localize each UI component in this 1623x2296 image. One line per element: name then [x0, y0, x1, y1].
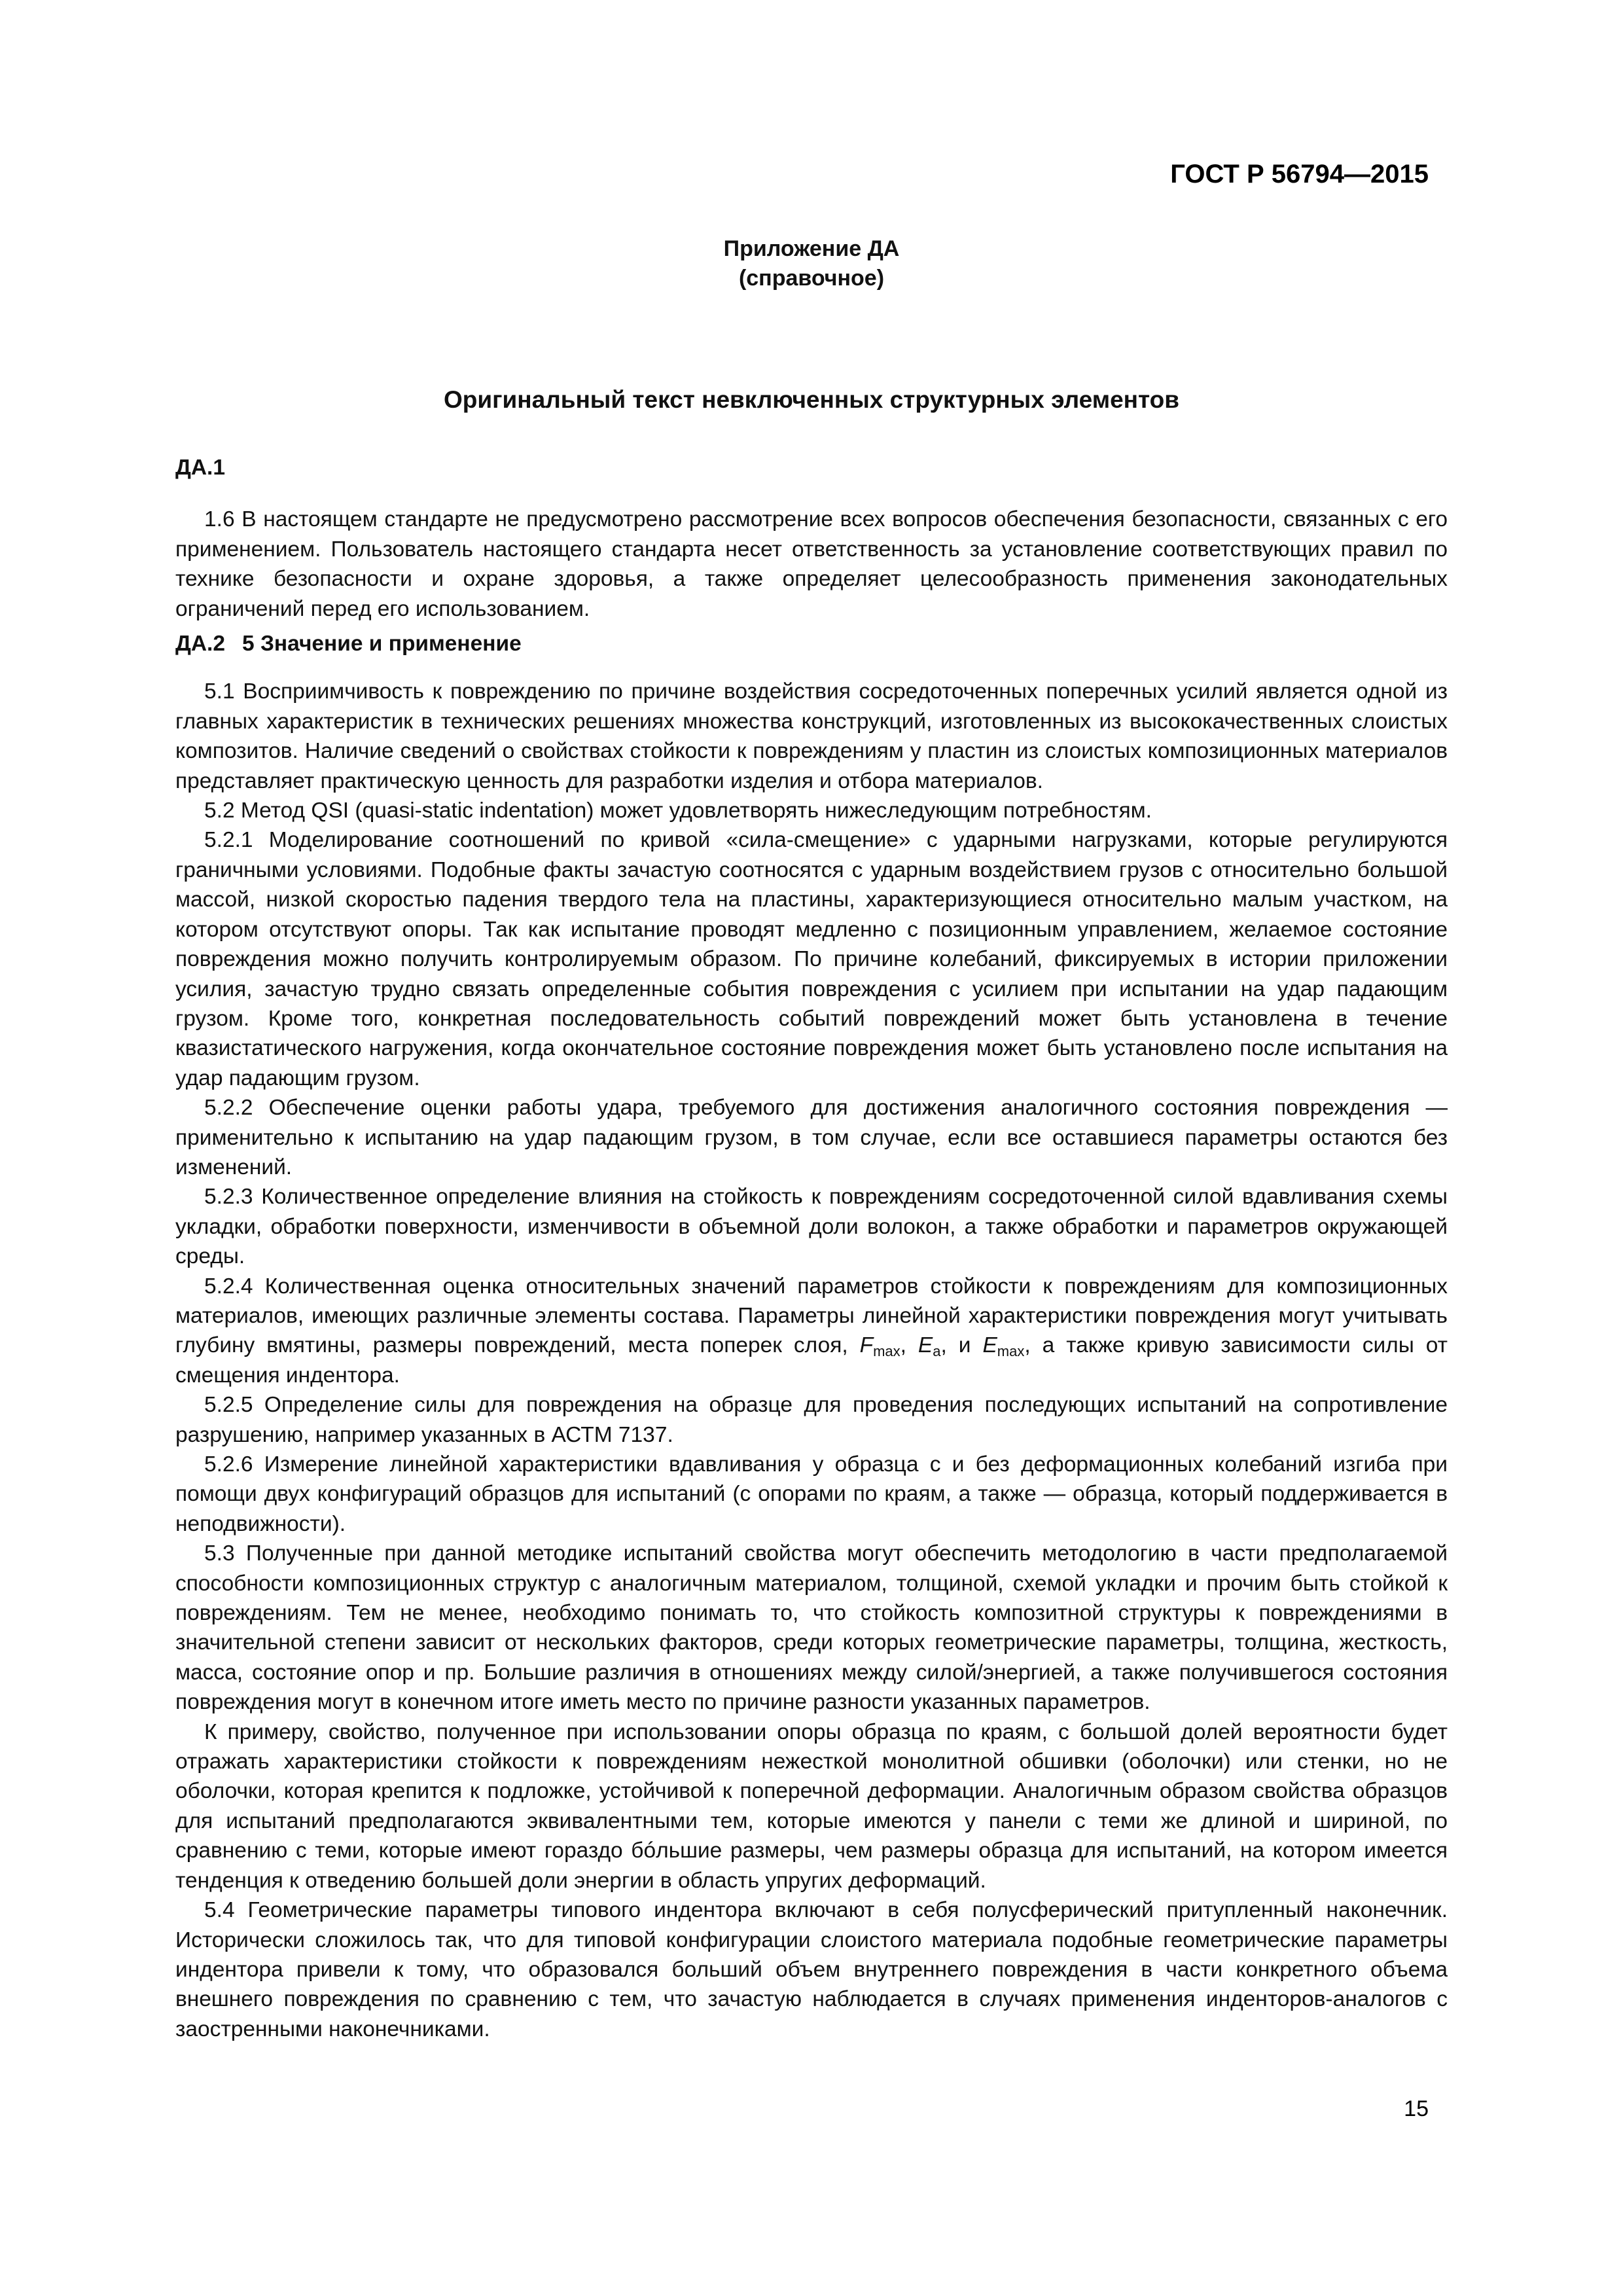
appendix-title: Оригинальный текст невключенных структурных элементов: [443, 386, 1180, 413]
appendix-heading: [0, 234, 1623, 293]
paragraph-5-2-4-text-b: , а также кривую зависимости силы от смещения индентора.: [175, 1333, 1448, 1388]
paragraph-5-4: 5.4 Геометрические параметры типового индентора включают в себя полусферический притупленный наконечник. Исторически сложилось так, что для типовой конфигурации слоистого материала подобные геометрические параметры индентора привели к тому, что образовался больший объем внутреннего повреждения в части конкретного объема внешнего повреждения по сравнению с тем, что зачастую наблюдается в случаях применения инденторов-аналогов с заостренными наконечниками.: [175, 1898, 1448, 2041]
symbol-e-a: E: [918, 1333, 933, 1358]
section-title-da2: 5 Значение и применение: [242, 632, 522, 656]
subscript-a: a: [933, 1343, 941, 1360]
paragraph-5-2-5: 5.2.5 Определение силы для повреждения на образце для проведения последующих испытаний на сопротивление разрушению, например указанных в АСТМ 7137.: [175, 1393, 1448, 1447]
symbol-f: F: [859, 1333, 874, 1358]
paragraph-5-2: 5.2 Метод QSI (quasi-static indentation) может удовлетворять нижеследующим потребностям.: [204, 798, 1152, 823]
conjunction-and: , и: [940, 1333, 983, 1358]
paragraph-1-6: 1.6 В настоящем стандарте не предусмотрено рассмотрение всех вопросов обеспечения безопасности, связанных с его применением. Пользователь настоящего стандарта несет ответственность за установление соответствующих правил по технике безопасности и охране здоровья, а также определяет целесообразность применения законодательных ограничений перед его использованием.: [175, 507, 1448, 621]
paragraph-5-1: 5.1 Восприимчивость к повреждению по причине воздействия сосредоточенных поперечных усилий является одной из главных характеристик в технических решениях множества конструкций, изготовленных из высококачественных слоистых композитов. Наличие сведений о свойствах стойкости к повреждениям у пластин из слоистых композиционных материалов представляет практическую ценность для разработки изделия и отбора материалов.: [175, 679, 1448, 793]
appendix-type: (справочное): [738, 266, 885, 291]
section-number-da2: ДА.2: [175, 632, 225, 656]
document-body: [175, 453, 1448, 2044]
paragraph-5-2-2: 5.2.2 Обеспечение оценки работы удара, требуемого для достижения аналогичного состояния повреждения — применительно к испытанию на удар падающим грузом, в том случае, если все оставшиеся параметры остаются без изменений.: [175, 1096, 1448, 1179]
section-heading-da1: ДА.1: [175, 456, 225, 480]
subscript-max-e: max: [997, 1343, 1025, 1360]
document-code: ГОСТ Р 56794—2015: [1170, 160, 1429, 188]
paragraph-5-2-6: 5.2.6 Измерение линейной характеристики вдавливания у образца с и без деформационных колебаний изгиба при помощи двух конфигураций образцов для испытаний (с опорами по краям, а также — образца, который поддерживается в неподвижности).: [175, 1452, 1448, 1536]
section-heading-da2: [175, 629, 1448, 658]
paragraph-5-2-4: [175, 1272, 1448, 1391]
comma-sep: ,: [900, 1333, 918, 1358]
subscript-max-f: max: [873, 1343, 901, 1360]
paragraph-5-2-3: 5.2.3 Количественное определение влияния на стойкость к повреждениям сосредоточенной силой вдавливания схемы укладки, обработки поверхности, изменчивости в объемной доли волокон, а также обработки и параметров окружающей среды.: [175, 1185, 1448, 1269]
paragraph-5-3-example: К примеру, свойство, полученное при использовании опоры образца по краям, с большой долей вероятности будет отражать характеристики стойкости к повреждениям нежесткой монолитной обшивки (оболочки) или стенки, но не оболочки, которая крепится к подложке, устойчивой к поперечной деформации. Аналогичным образом свойства образцов для испытаний предполагаются эквивалентными тем, которые имеются у панели с теми же длиной и шириной, по сравнению с теми, которые имеют гораздо бóльшие размеры, чем размеры образца для испытаний, на котором имеется тенденция к отведению большей доли энергии в область упругих деформаций.: [175, 1719, 1448, 1893]
symbol-e-max: E: [982, 1333, 997, 1358]
page-number: 15: [1404, 2096, 1429, 2121]
paragraph-5-2-1: 5.2.1 Моделирование соотношений по кривой «сила-смещение» с ударными нагрузками, которые регулируются граничными условиями. Подобные факты зачастую соотносятся с ударным воздействием грузов с относительно большой массой, низкой скоростью падения твердого тела на пластины, характеризующиеся относительно малым участком, на котором отсутствуют опоры. Так как испытание проводят медленно с позиционным управлением, желаемое состояние повреждения можно получить контролируемым образом. По причине колебаний, фиксируемых в истории приложении усилия, зачастую трудно связать определенные события повреждения с усилием при испытании на удар падающим грузом. Кроме того, конкретная последовательность событий повреждений может быть установлена в течение квазистатического нагружения, когда окончательное состояние повреждения может быть установлено после испытания на удар падающим грузом.: [175, 828, 1448, 1090]
paragraph-5-2-4-text-a: 5.2.4 Количественная оценка относительных значений параметров стойкости к повреждениям для композиционных материалов, имеющих различные элементы состава. Параметры линейной характеристики повреждения могут учитывать глубину вмятины, размеры повреждений, места поперек слоя,: [175, 1274, 1448, 1358]
paragraph-5-3: 5.3 Полученные при данной методике испытаний свойства могут обеспечить методологию в части предполагаемой способности композиционных структур с аналогичным материалом, толщиной, схемой укладки и прочим быть стойкой к повреждениям. Тем не менее, необходимо понимать то, что стойкость композитной структуры к повреждениями в значительной степени зависит от нескольких факторов, среди которых геометрические параметры, толщина, жесткость, масса, состояние опор и пр. Большие различия в отношениях между силой/энергией, а также получившегося состояния повреждения могут в конечном итоге иметь место по причине разности указанных параметров.: [175, 1541, 1448, 1715]
appendix-label: Приложение ДА: [723, 236, 900, 261]
